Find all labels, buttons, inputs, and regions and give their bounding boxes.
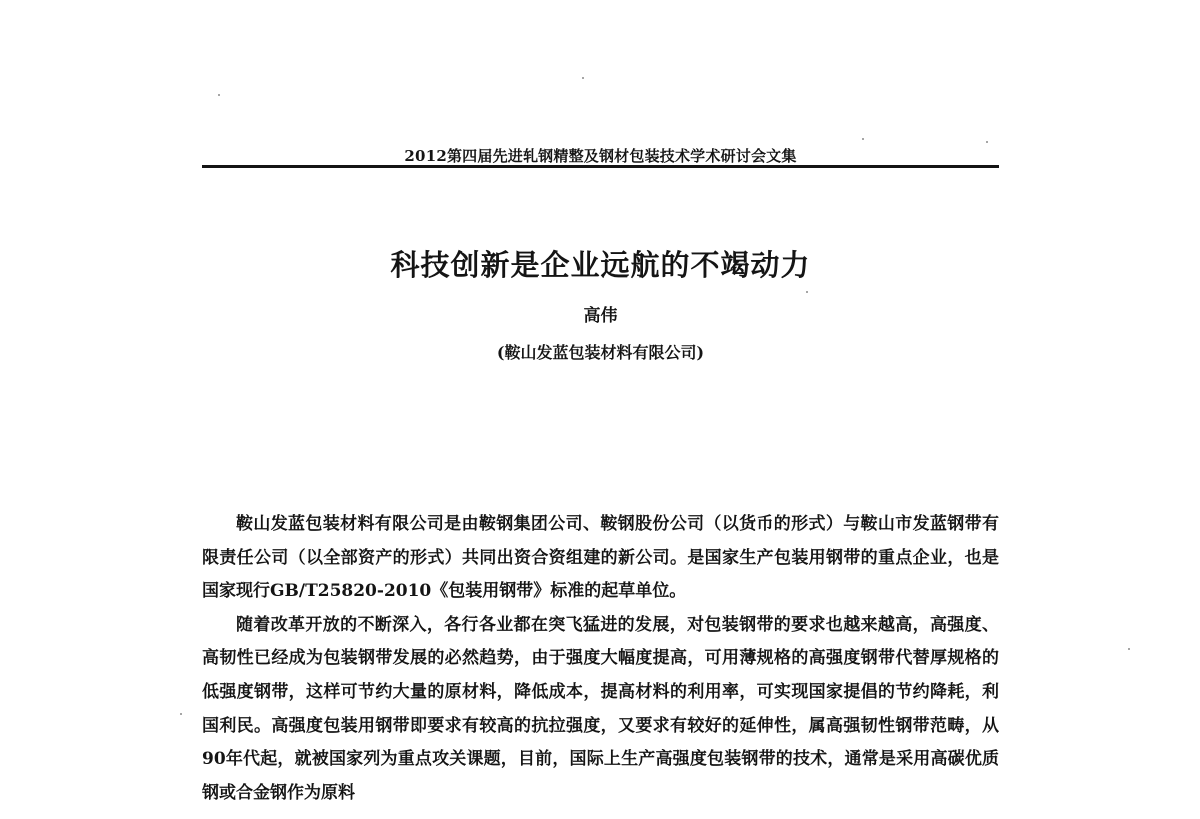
paper-author: 高伟: [583, 306, 618, 326]
scan-speck: [806, 291, 808, 293]
paragraph-1: 鞍山发蓝包装材料有限公司是由鞍钢集团公司、鞍钢股份公司（以货币的形式）与鞍山市发蓝钢带有限责任公司（以全部资产的形式）共同出资合资组建的新公司。是国家生产包装用钢带的重点企业，也是国家现行GB/T25820-2010《包装用钢带》标准的起草单位。: [202, 514, 999, 602]
paper-title: 科技创新是企业远航的不竭动力: [390, 248, 811, 282]
header-rule: [202, 165, 999, 168]
running-header: 2012第四届先进轧钢精整及钢材包装技术学术研讨会文集: [404, 147, 797, 165]
scan-speck: [582, 77, 584, 79]
paper-affiliation: (鞍山发蓝包装材料有限公司): [496, 343, 705, 362]
scan-speck: [986, 141, 988, 143]
scan-speck: [218, 94, 220, 96]
scan-speck: [1128, 648, 1130, 650]
scan-speck: [180, 713, 182, 715]
scan-speck: [862, 138, 864, 140]
body-text: [202, 508, 999, 819]
paragraph-2: 随着改革开放的不断深入，各行各业都在突飞猛进的发展，对包装钢带的要求也越来越高，高强度、高韧性已经成为包装钢带发展的必然趋势，由于强度大幅度提高，可用薄规格的高强度钢带代替厚规格的低强度钢带，这样可节约大量的原材料，降低成本，提高材料的利用率，可实现国家提倡的节约降耗，利国利民。高强度包装用钢带即要求有较高的抗拉强度，又要求有较好的延伸性，属高强韧性钢带范畴，从90年代起，就被国家列为重点攻关课题，目前，国际上生产高强度包装钢带的技术，通常是采用高碳优质钢或合金钢作为原料: [202, 614, 999, 803]
